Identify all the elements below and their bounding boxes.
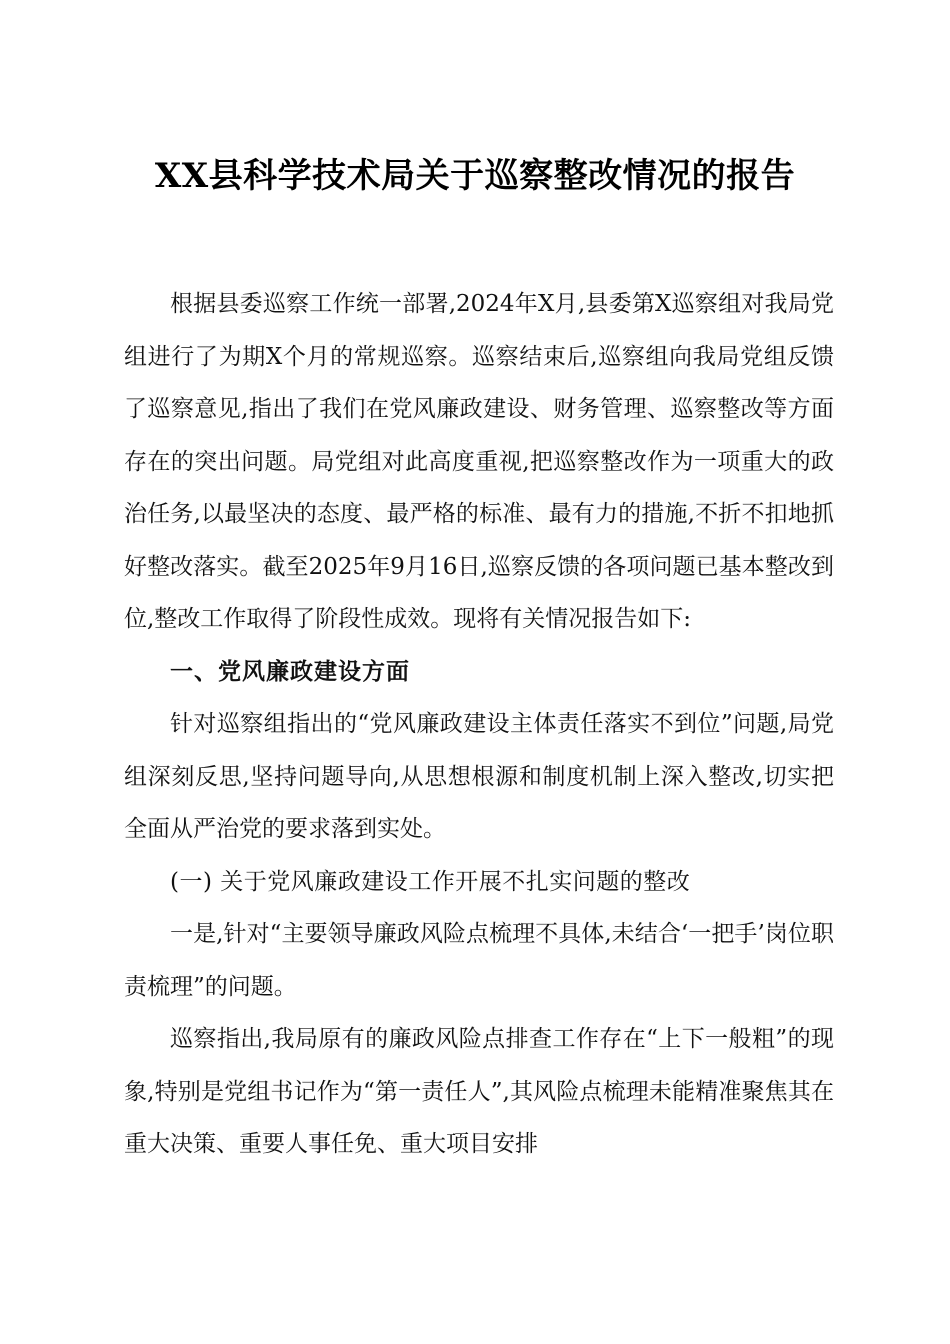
section-1-paragraph: 针对巡察组指出的“党风廉政建设主体责任落实不到位”问题,局党组深刻反思,坚持问题导向,从思想根源和制度机制上深入整改,切实把全面从严治党的要求落到实处。 — [124, 711, 834, 842]
document-body — [124, 278, 834, 1171]
document-title: XX县科学技术局关于巡察整改情况的报告 — [154, 156, 796, 196]
subsection-heading-1: (一) 关于党风廉政建设工作开展不扎实问题的整改 — [170, 868, 691, 895]
intro-paragraph: 根据县委巡察工作统一部署,2024年X月,县委第X巡察组对我局党组进行了为期X个月的常规巡察。巡察结束后,巡察组向我局党组反馈了巡察意见,指出了我们在党风廉政建设、财务管理、巡察整改等方面存在的突出问题。局党组对此高度重视,把巡察整改作为一项重大的政治任务,以最坚决的态度、最严格的标准、最有力的措施,不折不扣地抓好整改落实。截至2025年9月16日,巡察反馈的各项问题已基本整改到位,整改工作取得了阶段性成效。现将有关情况报告如下: — [124, 291, 834, 632]
item-1-detail-paragraph: 巡察指出,我局原有的廉政风险点排查工作存在“上下一般粗”的现象,特别是党组书记作为“第一责任人”,其风险点梳理未能精准聚焦其在重大决策、重要人事任免、重大项目安排 — [124, 1026, 834, 1157]
section-heading-1: 一、党风廉政建设方面 — [170, 658, 410, 685]
item-1-paragraph: 一是,针对“主要领导廉政风险点梳理不具体,未结合‘一把手’岗位职责梳理”的问题。 — [124, 921, 834, 1000]
